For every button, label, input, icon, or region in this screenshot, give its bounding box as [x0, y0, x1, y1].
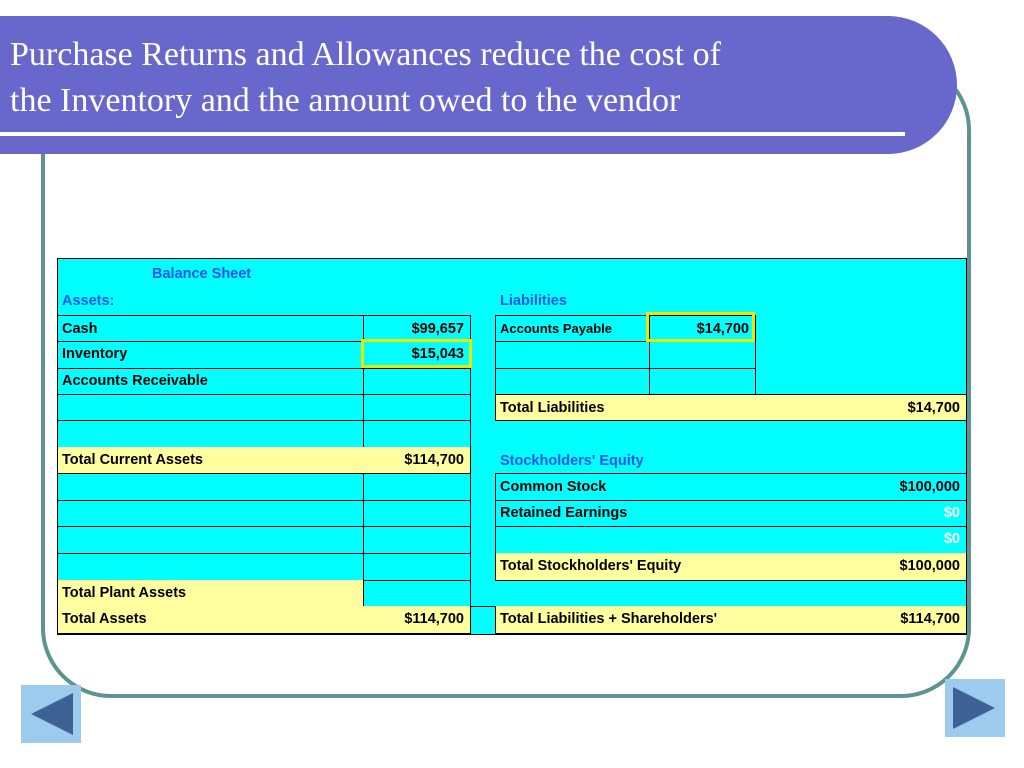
right-arrow-icon: [945, 679, 1005, 737]
accounts-payable-label: Accounts Payable: [495, 315, 650, 342]
balance-sheet-table: [57, 258, 967, 635]
accounts-receivable-label: Accounts Receivable: [58, 368, 364, 395]
assets-blank-row: [58, 473, 364, 501]
left-arrow-icon: [21, 685, 81, 743]
balance-sheet-heading: Balance Sheet: [152, 266, 252, 282]
total-plant-assets-value: [363, 580, 471, 607]
total-assets-value: $114,700: [363, 606, 471, 634]
cash-value: $99,657: [363, 315, 471, 342]
liabilities-blank-value: [649, 341, 756, 369]
inventory-highlight-box: [361, 339, 472, 368]
total-stockholders-equity-label: Total Stockholders' Equity: [495, 553, 795, 581]
common-stock-value: $100,000: [794, 473, 966, 501]
liabilities-section-label: Liabilities: [500, 293, 567, 309]
cash-label: Cash: [58, 315, 364, 342]
accounts-payable-value: $14,700: [649, 315, 756, 342]
slide-title-line-2: the Inventory and the amount owed to the vendor: [10, 82, 681, 119]
title-underline: [0, 132, 905, 136]
retained-earnings-value: $0: [794, 500, 966, 527]
total-liabilities-label: Total Liabilities: [495, 394, 795, 421]
stockholders-equity-section-label: Stockholders' Equity: [500, 453, 644, 469]
total-assets-label: Total Assets: [58, 606, 364, 634]
next-slide-button[interactable]: [945, 679, 1005, 737]
equity-blank-row: [495, 526, 795, 554]
total-liabilities-shareholders-value: $114,700: [794, 606, 966, 634]
assets-blank-row: [58, 553, 364, 581]
assets-blank-value: [363, 420, 471, 448]
total-current-assets-value: $114,700: [363, 447, 471, 474]
assets-blank-row: [58, 420, 364, 448]
assets-blank-row: [58, 394, 364, 421]
equity-blank-value: $0: [794, 526, 966, 554]
retained-earnings-label: Retained Earnings: [495, 500, 795, 527]
accounts-payable-highlight-box: [646, 312, 755, 342]
total-liabilities-value: $14,700: [794, 394, 966, 421]
assets-blank-value: [363, 553, 471, 581]
total-liabilities-shareholders-label: Total Liabilities + Shareholders': [495, 606, 795, 634]
equity-spacer-row: [471, 580, 966, 607]
total-plant-assets-label: Total Plant Assets: [58, 580, 364, 607]
previous-slide-button[interactable]: [21, 685, 81, 743]
assets-blank-row: [58, 526, 364, 554]
assets-blank-value: [363, 394, 471, 421]
total-stockholders-equity-value: $100,000: [794, 553, 966, 581]
assets-section-label: Assets:: [62, 293, 115, 309]
assets-blank-value: [363, 500, 471, 527]
liabilities-blank-value: [649, 368, 756, 395]
inventory-label: Inventory: [58, 341, 364, 369]
accounts-receivable-value: [363, 368, 471, 395]
slide-title-line-1: Purchase Returns and Allowances reduce the cost of: [10, 36, 721, 73]
common-stock-label: Common Stock: [495, 473, 795, 501]
assets-blank-value: [363, 473, 471, 501]
assets-blank-value: [363, 526, 471, 554]
assets-blank-row: [58, 500, 364, 527]
liabilities-blank-row: [495, 368, 650, 395]
slide-title: [10, 32, 910, 124]
inventory-value: $15,043: [363, 341, 471, 369]
liabilities-blank-row: [495, 341, 650, 369]
total-current-assets-label: Total Current Assets: [58, 447, 364, 474]
